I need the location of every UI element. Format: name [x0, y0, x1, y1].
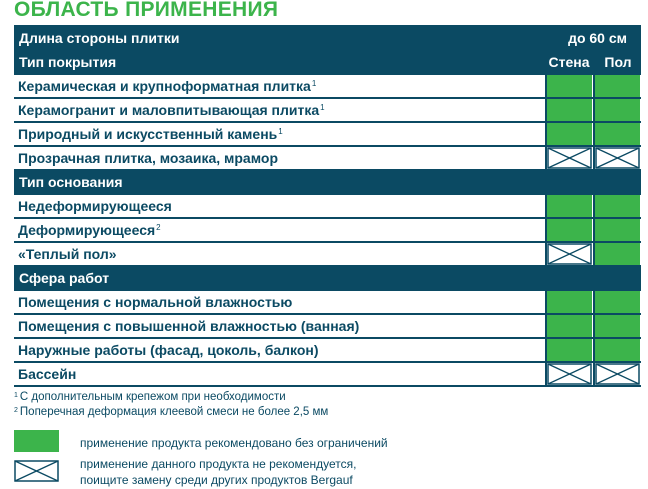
coating-row-label: Природный и искусственный камень$^1$ — [18, 126, 283, 142]
column-wall-header: Стена — [548, 54, 590, 70]
table-row — [14, 291, 641, 315]
legend-not-recommended-line1: применение данного продукта не рекомендуется, — [80, 457, 357, 471]
floor-cell-recommended — [595, 291, 640, 313]
coating-type-header — [14, 51, 641, 75]
side-length-header — [14, 27, 641, 51]
table-row — [14, 315, 641, 339]
floor-cell-recommended — [595, 219, 640, 241]
footnote-mark: 2 — [156, 223, 161, 232]
floor-cell-recommended — [595, 339, 640, 361]
wall-cell-recommended — [547, 339, 592, 361]
legend-recommended-text: применение продукта рекомендовано без ограничений — [80, 436, 388, 450]
legend-not-recommended-swatch — [14, 460, 59, 482]
footnote-2: $^2$ Поперечная деформация клеевой смеси не более 2,5 мм — [14, 406, 329, 418]
cross-box-icon — [547, 243, 592, 265]
wall-cell-not-recommended — [547, 363, 592, 385]
wall-cell-not-recommended — [547, 243, 592, 265]
coating-row-label: Прозрачная плитка, мозаика, мрамор — [18, 150, 278, 166]
table-row — [14, 195, 641, 219]
legend-not-recommended-text — [80, 456, 356, 488]
table-row — [14, 99, 641, 123]
floor-cell-recommended — [595, 195, 640, 217]
table-row — [14, 147, 641, 171]
base-row-label: Деформирующееся$^2$ — [18, 222, 161, 238]
table-row — [14, 219, 641, 243]
footnote-mark: 1 — [278, 127, 283, 136]
wall-cell-recommended — [547, 123, 592, 145]
floor-cell-recommended — [595, 315, 640, 337]
legend-recommended-swatch — [14, 430, 59, 452]
floor-cell-recommended — [595, 75, 640, 97]
floor-cell-recommended — [595, 123, 640, 145]
floor-cell-not-recommended — [595, 147, 640, 169]
cross-box-icon — [14, 460, 59, 482]
legend-not-recommended-line2: поищите замену среди других продуктов Bergauf — [80, 473, 353, 487]
wall-cell-recommended — [547, 291, 592, 313]
coating-row-label: Керамогранит и маловпитывающая плитка$^1$ — [18, 102, 325, 118]
wall-cell-recommended — [547, 315, 592, 337]
table-row — [14, 243, 641, 267]
footnote-1: $^1$ С дополнительным крепежом при необходимости — [14, 391, 286, 403]
page-title: ОБЛАСТЬ ПРИМЕНЕНИЯ — [14, 0, 279, 21]
work-scope-header — [14, 267, 641, 291]
footnotes — [14, 389, 328, 420]
floor-cell-recommended — [595, 243, 640, 265]
footnote-mark: 1 — [311, 79, 317, 88]
table-row — [14, 75, 641, 99]
base-row-label: Недеформирующееся — [18, 198, 172, 214]
work-row-label: Бассейн — [18, 366, 77, 382]
column-floor-header: Пол — [604, 54, 632, 70]
floor-cell-not-recommended — [595, 363, 640, 385]
base-row-label: «Теплый пол» — [18, 246, 117, 262]
wall-cell-not-recommended — [547, 147, 592, 169]
table-row — [14, 363, 641, 387]
footnote-mark: 1 — [320, 103, 325, 112]
cross-box-icon — [547, 147, 592, 169]
wall-cell-recommended — [547, 99, 592, 121]
table-row — [14, 123, 641, 147]
application-table — [14, 25, 641, 387]
work-scope-header-label: Сфера работ — [19, 270, 110, 286]
side-length-value: до 60 см — [568, 30, 627, 46]
work-row-label: Помещения с нормальной влажностью — [18, 294, 293, 310]
wall-cell-recommended — [547, 75, 592, 97]
cross-box-icon — [595, 147, 640, 169]
table-row — [14, 339, 641, 363]
work-row-label: Помещения с повышенной влажностью (ванная) — [18, 318, 360, 334]
floor-cell-recommended — [595, 99, 640, 121]
cross-box-icon — [595, 363, 640, 385]
base-type-header — [14, 171, 641, 195]
coating-row-label: Керамическая и крупноформатная плитка$^1$ — [18, 78, 317, 94]
cross-box-icon — [547, 363, 592, 385]
coating-type-header-label: Тип покрытия — [19, 54, 117, 70]
wall-cell-recommended — [547, 219, 592, 241]
work-row-label: Наружные работы (фасад, цоколь, балкон) — [18, 342, 319, 358]
wall-cell-recommended — [547, 195, 592, 217]
base-type-header-label: Тип основания — [19, 174, 123, 190]
side-length-header-label: Длина стороны плитки — [19, 30, 180, 46]
